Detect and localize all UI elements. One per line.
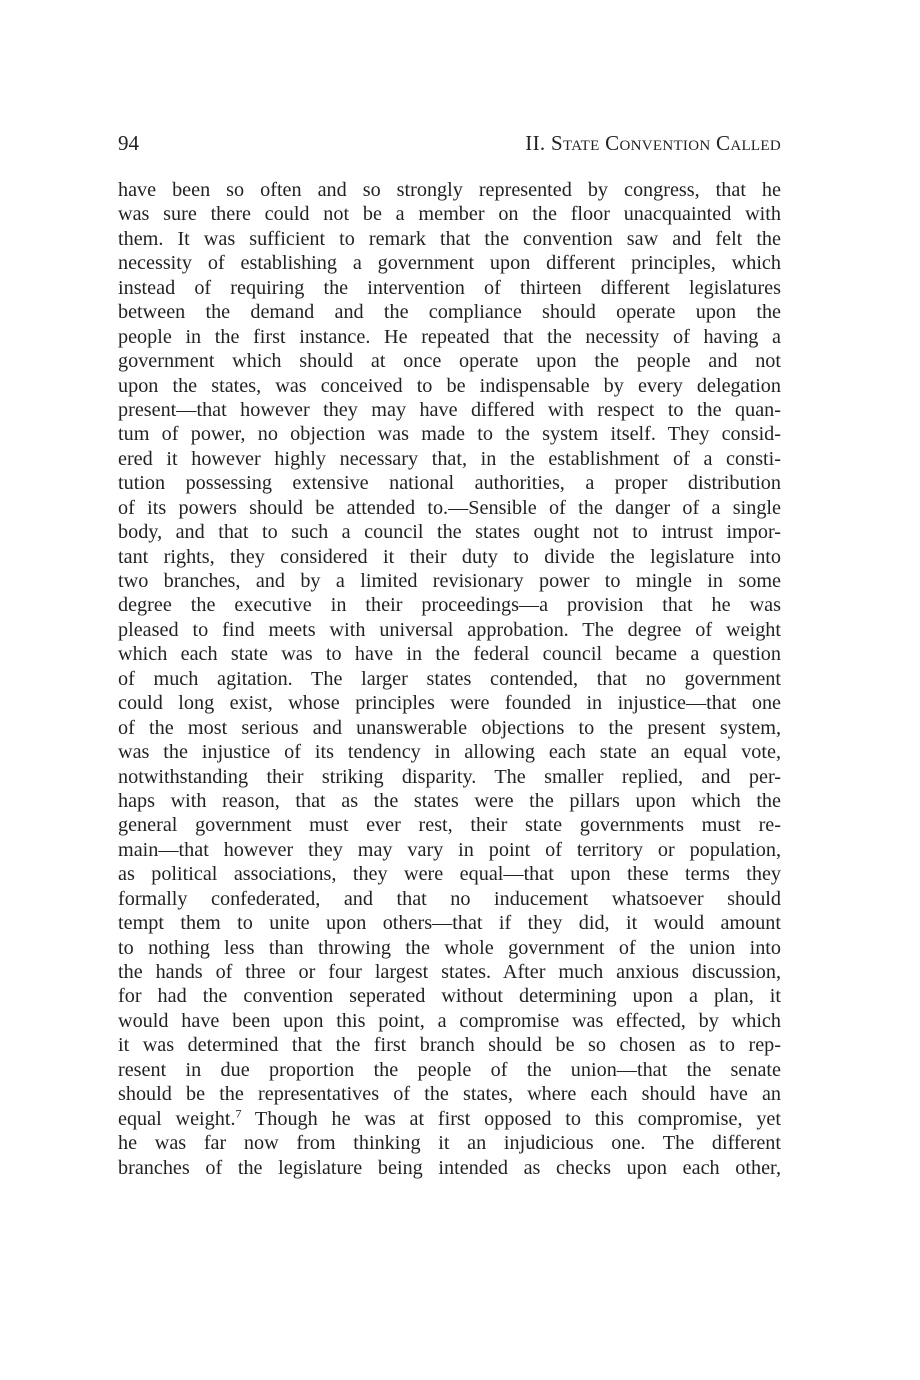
- text-segment: equal weight.: [118, 1107, 236, 1130]
- text-line: between the demand and the compliance should operate upon the: [118, 301, 781, 324]
- running-head: II. State Convention Called: [525, 131, 781, 155]
- text-line: notwithstanding their striking disparity. The smaller replied, and per-: [118, 765, 781, 788]
- footnote-reference[interactable]: 7: [235, 1105, 242, 1120]
- text-line: as political associations, they were equal—that upon these terms they: [118, 863, 781, 886]
- text-line: necessity of establishing a government upon different principles, which: [118, 252, 781, 275]
- text-line: of the most serious and unanswerable objections to the present system,: [118, 716, 781, 739]
- text-line: tant rights, they considered it their duty to divide the legislature into: [118, 545, 781, 568]
- text-line: government which should at once operate upon the people and not: [118, 350, 781, 373]
- text-line: was sure there could not be a member on the floor unacquainted with: [118, 203, 781, 226]
- text-line: resent in due proportion the people of the union—that the senate: [118, 1058, 781, 1081]
- text-line: people in the first instance. He repeated that the necessity of having a: [118, 325, 781, 348]
- text-line: tum of power, no objection was made to the system itself. They consid-: [118, 423, 781, 446]
- text-line: of its powers should be attended to.—Sensible of the danger of a single: [118, 496, 781, 519]
- text-line: ered it however highly necessary that, in the establishment of a consti-: [118, 447, 781, 470]
- text-line: it was determined that the first branch should be so chosen as to rep-: [118, 1034, 781, 1057]
- text-line: of much agitation. The larger states contended, that no government: [118, 667, 781, 690]
- text-line: degree the executive in their proceedings—a provision that he was: [118, 594, 781, 617]
- body-text: [118, 178, 781, 1180]
- text-line: could long exist, whose principles were founded in injustice—that one: [118, 692, 781, 715]
- text-line: should be the representatives of the states, where each should have an: [118, 1083, 781, 1106]
- text-line: general government must ever rest, their state governments must re-: [118, 814, 781, 837]
- text-line: he was far now from thinking it an injudicious one. The different: [118, 1132, 781, 1155]
- text-line: instead of requiring the intervention of thirteen different legislatures: [118, 276, 781, 299]
- text-line: upon the states, was conceived to be indispensable by every delegation: [118, 374, 781, 397]
- text-line: tempt them to unite upon others—that if they did, it would amount: [118, 912, 781, 935]
- text-line: them. It was sufficient to remark that the convention saw and felt the: [118, 227, 781, 250]
- text-line: tution possessing extensive national authorities, a proper distribution: [118, 472, 781, 495]
- text-line: pleased to find meets with universal approbation. The degree of weight: [118, 618, 781, 641]
- text-line: which each state was to have in the federal council became a question: [118, 643, 781, 666]
- text-line: two branches, and by a limited revisionary power to mingle in some: [118, 570, 781, 592]
- footnote-text-line: [118, 1107, 781, 1131]
- text-line: to nothing less than throwing the whole government of the union into: [118, 936, 781, 959]
- text-line: haps with reason, that as the states were the pillars upon which the: [118, 789, 781, 812]
- page-header: [118, 128, 781, 158]
- text-line: body, and that to such a council the states ought not to intrust impor-: [118, 521, 781, 544]
- text-line: the hands of three or four largest states. After much anxious discussion,: [118, 961, 781, 983]
- text-line: would have been upon this point, a compromise was effected, by which: [118, 1009, 781, 1032]
- text-line: branches of the legislature being intended as checks upon each other,: [118, 1156, 781, 1179]
- text-line: formally confederated, and that no inducement whatsoever should: [118, 887, 781, 910]
- page-number: 94: [118, 131, 139, 155]
- text-line: have been so often and so strongly represented by congress, that he: [118, 179, 781, 201]
- text-line: for had the convention seperated without determining upon a plan, it: [118, 985, 781, 1008]
- text-line: was the injustice of its tendency in allowing each state an equal vote,: [118, 741, 781, 764]
- text-line: main—that however they may vary in point of territory or population,: [118, 838, 781, 861]
- text-line: present—that however they may have differed with respect to the quan-: [118, 398, 781, 421]
- text-segment: Though he was at first opposed to this compromise, yet: [241, 1107, 781, 1130]
